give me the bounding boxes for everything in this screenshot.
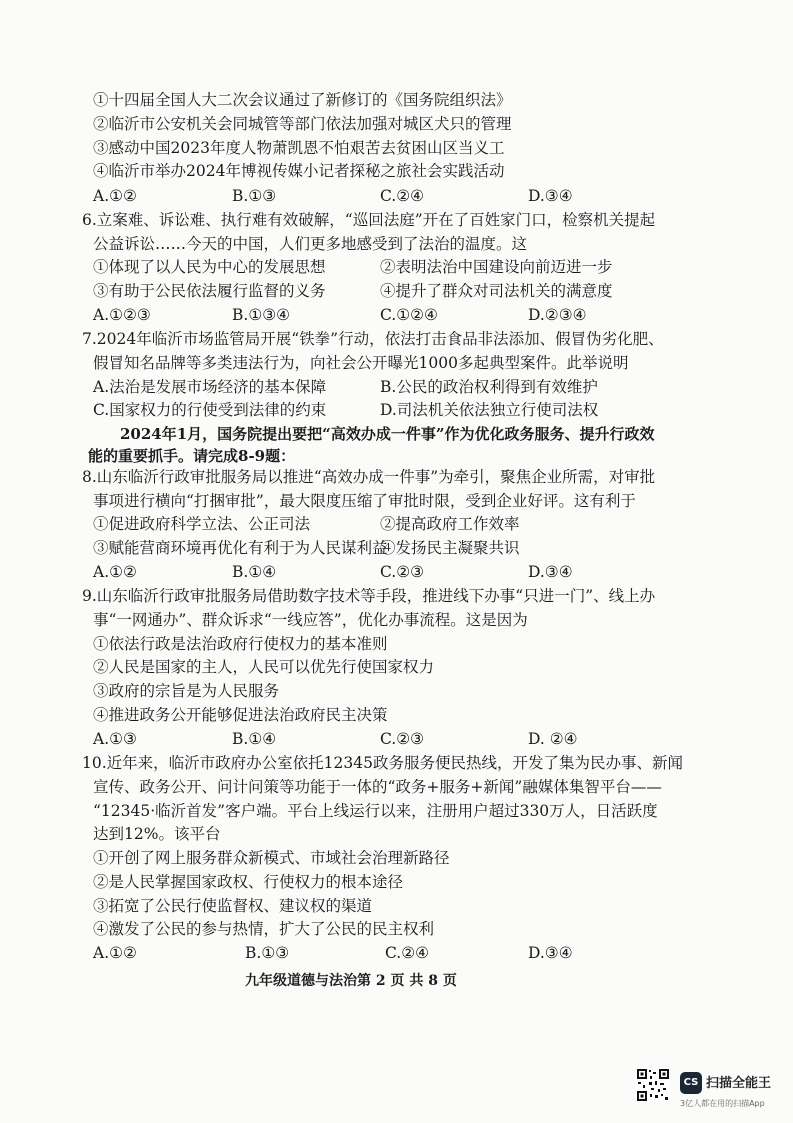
qr-code-icon [636,1068,670,1102]
q9-statement-2: ②人民是国家的主人，人民可以优先行使国家权力 [93,658,435,676]
q9-option-a: A.①③ [93,730,137,748]
q7-stem-line-2: 假冒知名品牌等多类违法行为，向社会公开曝光1000多起典型案件。此举说明 [93,354,629,372]
q8-stem-line-1: 8.山东临沂行政审批服务局以推进“高效办成一件事”为牵引，聚焦企业所需，对审批 [82,468,656,486]
q9-stem-line-2: 事“一网通办”、群众诉求“一线应答”，优化办事流程。这是因为 [93,611,528,629]
material-intro-line-1: 2024年1月，国务院提出要把“高效办成一件事”作为优化政务服务、提升行政效 [120,425,655,443]
q5-option-d: D.③④ [528,187,573,205]
q6-statement-2: ②表明法治中国建设向前迈进一步 [380,258,613,276]
q6-statement-4: ④提升了群众对司法机关的满意度 [380,282,613,300]
q6-stem-line-2: 公益诉讼……今天的中国，人们更多地感受到了法治的温度。这 [93,235,528,253]
q7-option-c: C.国家权力的行使受到法律的约束 [93,401,327,419]
q9-option-c: C.②③ [380,730,425,748]
q8-option-b: B.①④ [232,563,277,581]
q10-statement-4: ④激发了公民的参与热情，扩大了公民的民主权利 [93,920,435,938]
q9-statement-3: ③政府的宗旨是为人民服务 [93,682,280,700]
q7-option-a: A.法治是发展市场经济的基本保障 [93,378,327,396]
q9-option-d: D. ②④ [528,730,578,748]
scanner-watermark [636,1068,786,1112]
q7-option-d: D.司法机关依法独立行使司法权 [380,401,599,419]
q8-statement-4: ④发扬民主凝聚共识 [380,539,520,557]
q10-option-b: B.①③ [245,944,290,962]
q5-statement-2: ②临沂市公安机关会同城管等部门依法加强对城区犬只的管理 [93,115,512,133]
q8-statement-2: ②提高政府工作效率 [380,515,520,533]
q8-statement-1: ①促进政府科学立法、公正司法 [93,515,311,533]
q6-statement-1: ①体现了以人民为中心的发展思想 [93,258,326,276]
watermark-tagline: 3亿人都在用的扫描App [680,1099,765,1108]
q10-statement-1: ①开创了网上服务群众新模式、市域社会治理新路径 [93,849,450,867]
q6-option-c: C.①②④ [380,306,438,324]
q10-stem-line-1: 10.近年来，临沂市政府办公室依托12345政务服务便民热线，开发了集为民办事、新闻 [82,754,683,772]
q5-statement-4: ④临沂市举办2024年博视传媒小记者探秘之旅社会实践活动 [93,162,505,180]
q5-option-c: C.②④ [380,187,425,205]
watermark-app-name: 扫描全能王 [706,1076,772,1091]
q8-statement-3: ③赋能营商环境再优化有利于为人民谋利益 [93,539,388,557]
q10-stem-line-2: 宣传、政务公开、问计问策等功能于一体的“政务+服务+新闻”融媒体集智平台—— [93,778,662,796]
q10-option-d: D.③④ [528,944,573,962]
q10-stem-line-4: 达到12%。该平台 [93,825,221,843]
q10-option-a: A.①② [93,944,137,962]
q6-option-d: D.②③④ [528,306,587,324]
q8-stem-line-2: 事项进行横向“打捆审批”，最大限度压缩了审批时限，受到企业好评。这有利于 [93,492,636,510]
q9-statement-1: ①依法行政是法治政府行使权力的基本准则 [93,635,388,653]
camscanner-logo-icon: CS [680,1072,702,1094]
q5-option-a: A.①② [93,187,137,205]
q6-stem-line-1: 6.立案难、诉讼难、执行难有效破解，“巡回法庭”开在了百姓家门口，检察机关提起 [82,211,656,229]
q9-option-b: B.①④ [232,730,277,748]
q8-option-a: A.①② [93,563,137,581]
q10-statement-2: ②是人民掌握国家政权、行使权力的根本途径 [93,873,404,891]
q8-option-d: D.③④ [528,563,573,581]
q10-option-c: C.②④ [385,944,430,962]
q7-stem-line-1: 7.2024年临沂市场监管局开展“铁拳”行动，依法打击食品非法添加、假冒伪劣化肥、 [82,330,664,348]
q6-option-a: A.①②③ [93,306,151,324]
q5-option-b: B.①③ [232,187,277,205]
q10-stem-line-3: “12345·临沂首发”客户端。平台上线运行以来，注册用户超过330万人，日活跃度 [93,802,658,820]
q6-option-b: B.①③④ [232,306,291,324]
material-intro-line-2: 能的重要抓手。请完成8-9题： [88,447,296,465]
q9-stem-line-1: 9.山东临沂行政审批服务局借助数字技术等手段，推进线下办事“只进一门”、线上办 [82,587,656,605]
q7-option-b: B.公民的政治权利得到有效维护 [380,378,598,396]
q8-option-c: C.②③ [380,563,425,581]
q5-statement-3: ③感动中国2023年度人物萧凯恩不怕艰苦去贫困山区当义工 [93,139,505,157]
q5-statement-1: ①十四届全国人大二次会议通过了新修订的《国务院组织法》 [93,91,512,109]
q6-statement-3: ③有助于公民依法履行监督的义务 [93,282,326,300]
page-footer: 九年级道德与法治第 2 页 共 8 页 [245,973,457,989]
q10-statement-3: ③拓宽了公民行使监督权、建议权的渠道 [93,897,373,915]
q9-statement-4: ④推进政务公开能够促进法治政府民主决策 [93,706,388,724]
